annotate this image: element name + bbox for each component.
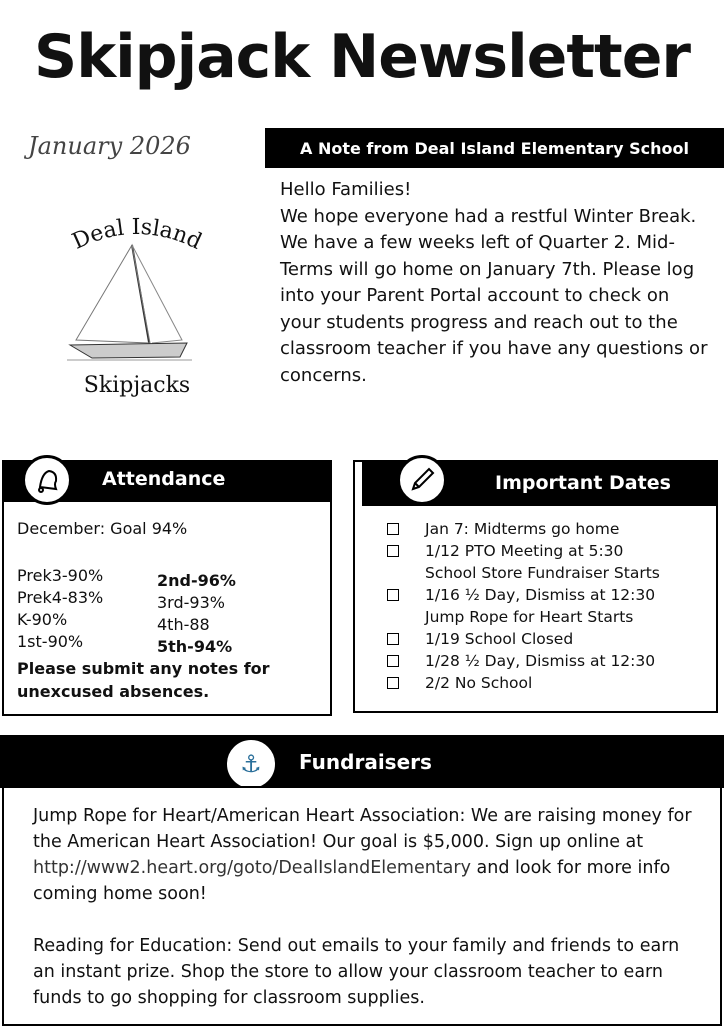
grade-stat: 4th-88 bbox=[157, 615, 210, 634]
note-body bbox=[280, 177, 710, 389]
grade-stat: 1st-90% bbox=[17, 632, 84, 651]
date-text: Jump Rope for Heart Starts bbox=[425, 608, 634, 626]
grade-stat: Prek3-90% bbox=[17, 566, 104, 585]
date-item bbox=[385, 584, 715, 606]
fundraiser-text: Jump Rope for Heart/American Heart Association: We are raising money for the American Heart Association! Our goal is $5,000. Sign up online at bbox=[33, 806, 692, 852]
attendance-goal: December: Goal 94% bbox=[17, 519, 188, 538]
date-item bbox=[385, 628, 715, 650]
note-heading: A Note from Deal Island Elementary School bbox=[265, 128, 724, 168]
attendance-left-list bbox=[17, 565, 103, 653]
checkbox-icon bbox=[387, 523, 399, 535]
heart-link[interactable]: http://www2.heart.org/goto/DealIslandElementary bbox=[33, 858, 471, 878]
date-item bbox=[385, 562, 715, 584]
note-greeting: Hello Families! bbox=[280, 179, 412, 200]
attendance-right-list bbox=[157, 570, 236, 658]
grade-stat: K-90% bbox=[17, 610, 68, 629]
bell-icon bbox=[22, 455, 72, 505]
date-item bbox=[385, 606, 715, 628]
date-text: 2/2 No School bbox=[425, 674, 533, 692]
date-item bbox=[385, 518, 715, 540]
pencil-icon bbox=[397, 455, 447, 505]
fundraisers-heading: Fundraisers bbox=[299, 750, 432, 774]
checkbox-icon bbox=[387, 589, 399, 601]
fundraisers-body bbox=[33, 803, 703, 1011]
date-item bbox=[385, 650, 715, 672]
date-item bbox=[385, 672, 715, 694]
grade-stat: Prek4-83% bbox=[17, 588, 104, 607]
attendance-note: Please submit any notes for unexcused absences. bbox=[17, 659, 270, 701]
newsletter-title: Skipjack Newsletter bbox=[34, 22, 690, 92]
date-text: 1/12 PTO Meeting at 5:30 bbox=[425, 542, 624, 560]
date-text: Jan 7: Midterms go home bbox=[425, 520, 620, 538]
checkbox-icon bbox=[387, 677, 399, 689]
grade-stat: 2nd-96% bbox=[157, 571, 236, 590]
dates-list bbox=[385, 518, 715, 694]
school-logo bbox=[62, 215, 212, 400]
svg-text:Deal Island: Deal Island bbox=[68, 215, 206, 255]
date-item bbox=[385, 540, 715, 562]
anchor-icon: ⚓ bbox=[227, 740, 275, 788]
note-text: We hope everyone had a restful Winter Break. We have a few weeks left of Quarter 2. Mid-Terms will go home on January 7th. Please log into your Parent Portal account to check on your students progress and reach out to the classroom teacher if you have any questions or concerns. bbox=[280, 205, 708, 386]
attendance-heading: Attendance bbox=[102, 468, 226, 490]
date-text: 1/28 ½ Day, Dismiss at 12:30 bbox=[425, 652, 656, 670]
fundraiser-text: and look for more info coming home soon! bbox=[33, 858, 671, 904]
issue-date: January 2026 bbox=[28, 132, 191, 160]
fundraiser-heart bbox=[33, 803, 703, 907]
grade-stat: 5th-94% bbox=[157, 637, 233, 656]
date-text: 1/16 ½ Day, Dismiss at 12:30 bbox=[425, 586, 656, 604]
date-text: School Store Fundraiser Starts bbox=[425, 564, 660, 582]
checkbox-icon bbox=[387, 655, 399, 667]
important-dates-heading: Important Dates bbox=[495, 472, 671, 494]
date-text: 1/19 School Closed bbox=[425, 630, 574, 648]
svg-text:Skipjacks: Skipjacks bbox=[83, 373, 191, 398]
grade-stat: 3rd-93% bbox=[157, 593, 225, 612]
checkbox-icon bbox=[387, 633, 399, 645]
fundraisers-header bbox=[0, 735, 724, 788]
checkbox-icon bbox=[387, 545, 399, 557]
fundraiser-reading: Reading for Education: Send out emails to your family and friends to earn an instant prize. Shop the store to allow your classroom teacher to earn funds to go shopping for classroom supplies. bbox=[33, 936, 680, 1008]
